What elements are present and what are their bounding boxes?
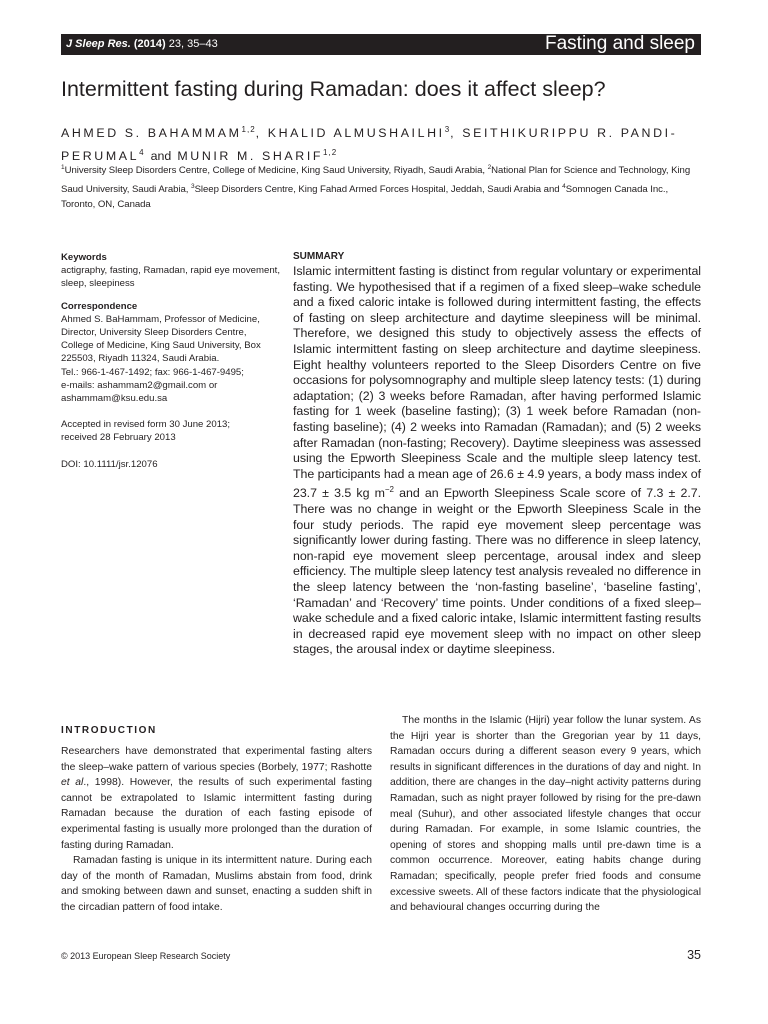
author-name: SEITHIKURIPPU R. PANDI-PERUMAL: [61, 126, 678, 164]
correspondence-line: Tel.: 966-1-467-1492; fax: 966-1-467-9495;: [61, 366, 244, 378]
affiliation-marker: 3: [191, 182, 195, 190]
journal-citation: [66, 38, 218, 50]
accepted-date: Accepted in revised form 30 June 2013;: [61, 419, 231, 431]
affiliation-text: National Plan for Science and Technology, King Saud University, Saudi Arabia,: [61, 165, 691, 195]
correspondence-heading: Correspondence: [61, 300, 138, 312]
section-label: Fasting and sleep: [545, 33, 695, 54]
spacer: [61, 291, 286, 300]
doi: DOI: 10.1111/jsr.12076: [61, 458, 158, 470]
author-name: MUNIR M. SHARIF: [177, 149, 324, 164]
spacer: [61, 405, 286, 418]
author-name: KHALID ALMUSHAILHI: [267, 126, 445, 141]
author-separator: ,: [450, 126, 463, 141]
copyright-notice: © 2013 European Sleep Research Society: [61, 951, 231, 961]
unit-exponent: −2: [384, 485, 394, 495]
affiliation-block: [61, 160, 701, 213]
article-sidebar: [61, 251, 286, 471]
correspondence-line: Director, University Sleep Disorders Centre,: [61, 327, 247, 339]
body-column-left: [61, 744, 372, 916]
affiliation-text: University Sleep Disorders Centre, College of Medicine, King Saud University, Riyadh, Saudi Arabia,: [64, 165, 488, 177]
correspondence-line: College of Medicine, King Saud University, Box: [61, 340, 261, 352]
correspondence-line: ashammam@ksu.edu.sa: [61, 393, 168, 405]
author-affiliation-marker: 4: [139, 148, 145, 158]
body-paragraph: The months in the Islamic (Hijri) year follow the lunar system. As the Hijri year is shorter than the Gregorian year by 11 days, Ramadan occurs during a different season every 9 years, which results in significant differences in the durations of day and night. In addition, there are changes in the day–night activity patterns during Ramadan, such as night prayer followed by rising for the pre-dawn meal (Suhur), and other associated lifestyle changes that occur during Ramadan. For example, in some Islamic countries, the opening of stores and shopping malls until pre-dawn time is a common occurrence. Moreover, eating habits change during Ramadan; specifically, people prefer fried foods and consume excessive sweets. All of these factors indicate that the physiological and behavioural changes occurring during the: [390, 715, 701, 914]
affiliation-marker: 4: [562, 182, 566, 190]
journal-header-bar: [61, 34, 701, 55]
author-conjunction: and: [150, 149, 172, 164]
affiliation-marker: 2: [487, 164, 492, 171]
correspondence-line: e-mails: ashammam2@gmail.com or: [61, 379, 218, 391]
paragraph-text: Researchers have demonstrated that experimental fasting alters the sleep–wake pattern of various species (Borbely, 1977; Rashotte: [61, 746, 372, 773]
author-affiliation-marker: 3: [444, 125, 451, 134]
article-title: Intermittent fasting during Ramadan: does it affect sleep?: [61, 77, 606, 101]
spacer: [61, 445, 286, 458]
et-al: et al: [61, 777, 84, 789]
paragraph-text: ., 1998). However, the results of such experimental fasting cannot be extrapolated to Islamic intermittent fasting during Ramadan because the duration of each fasting episode of experimental fasting is usually more prolonged than the duration of fasting during Ramadan.: [61, 777, 372, 851]
received-date: received 28 February 2013: [61, 432, 176, 444]
keywords-heading: Keywords: [61, 252, 107, 263]
keywords-text: actigraphy, fasting, Ramadan, rapid eye movement, sleep, sleepiness: [61, 265, 280, 290]
introduction-heading: INTRODUCTION: [61, 725, 157, 736]
author-separator: ,: [255, 126, 268, 141]
author-affiliation-marker: 1,2: [241, 125, 256, 134]
journal-volume-pages: 23, 35–43: [168, 38, 218, 50]
summary-heading: SUMMARY: [293, 251, 345, 262]
summary-text-part: Islamic intermittent fasting is distinct from regular voluntary or experimental fasting. We hypothesised that if a regimen of a fixed sleep–wake schedule and a fixed caloric intake is followed during intermittent fasting, the effects of fasting on sleep architecture and daytime sleepiness will be minimal. Therefore, we designed this study to objectively assess the effects of Islamic intermittent fasting on sleep architecture and daytime sleepiness. Eight healthy volunteers reported to the Sleep Disorders Centre on five occasions for polysomnography and multiple sleep latency tests: (1) during adaptation; (2) 3 weeks before Ramadan, after having performed Islamic fasting for 1 week (baseline fasting); (3) 1 week before Ramadan (non-fasting baseline); (4) 2 weeks into Ramadan (Ramadan); and (5) 2 weeks after Ramadan (non-fasting; Recovery). Daytime sleepiness was assessed using the Epworth Sleepiness Scale and the multiple sleep latency test. The participants had a mean age of 26.6 ± 4.9 years, a body mass index of 23.7 ± 3.5 kg m: [293, 264, 701, 501]
body-paragraph: Ramadan fasting is unique in its intermittent nature. During each day of the month of Ramadan, Muslims abstain from food, drink and smoking between dawn and sunset, enacting a sudden shift in the circadian pattern of food intake.: [61, 855, 372, 913]
journal-name: J Sleep Res.: [66, 38, 131, 50]
page-number: 35: [687, 948, 701, 962]
affiliation-text: Somnogen Canada Inc., Toronto, ON, Canada: [61, 183, 669, 211]
summary-text-part: and an Epworth Sleepiness Scale score of 7.3 ± 2.7. There was no change in weight or the Epworth Sleepiness Scale in the four study periods. The rapid eye movement sleep percentage was significantly lower during fasting. There was no difference in sleep latency, non-rapid eye movement sleep percentage, arousal index and sleep efficiency. The multiple sleep latency test analysis revealed no difference in the sleep latency between the ‘non-fasting baseline’, ‘baseline fasting’, ‘Ramadan’ and ‘Recovery’ time points. Under conditions of a fixed sleep–wake schedule and a fixed caloric intake, Islamic intermittent fasting results in decreased rapid eye movement sleep with no impact on other sleep stages, the arousal index or daytime sleepiness.: [293, 486, 701, 657]
body-column-right: [390, 713, 701, 916]
author-name: AHMED S. BAHAMMAM: [61, 126, 242, 141]
affiliation-text: Sleep Disorders Centre, King Fahad Armed Forces Hospital, Jeddah, Saudi Arabia and: [194, 183, 563, 195]
correspondence-line: 225503, Riyadh 11324, Saudi Arabia.: [61, 353, 220, 365]
correspondence-line: Ahmed S. BaHammam, Professor of Medicine,: [61, 313, 260, 325]
summary-text: [293, 264, 701, 658]
author-affiliation-marker: 1,2: [323, 148, 338, 158]
journal-year: (2014): [133, 38, 166, 50]
affiliation-marker: 1: [61, 164, 65, 171]
body-paragraph: [61, 744, 372, 853]
